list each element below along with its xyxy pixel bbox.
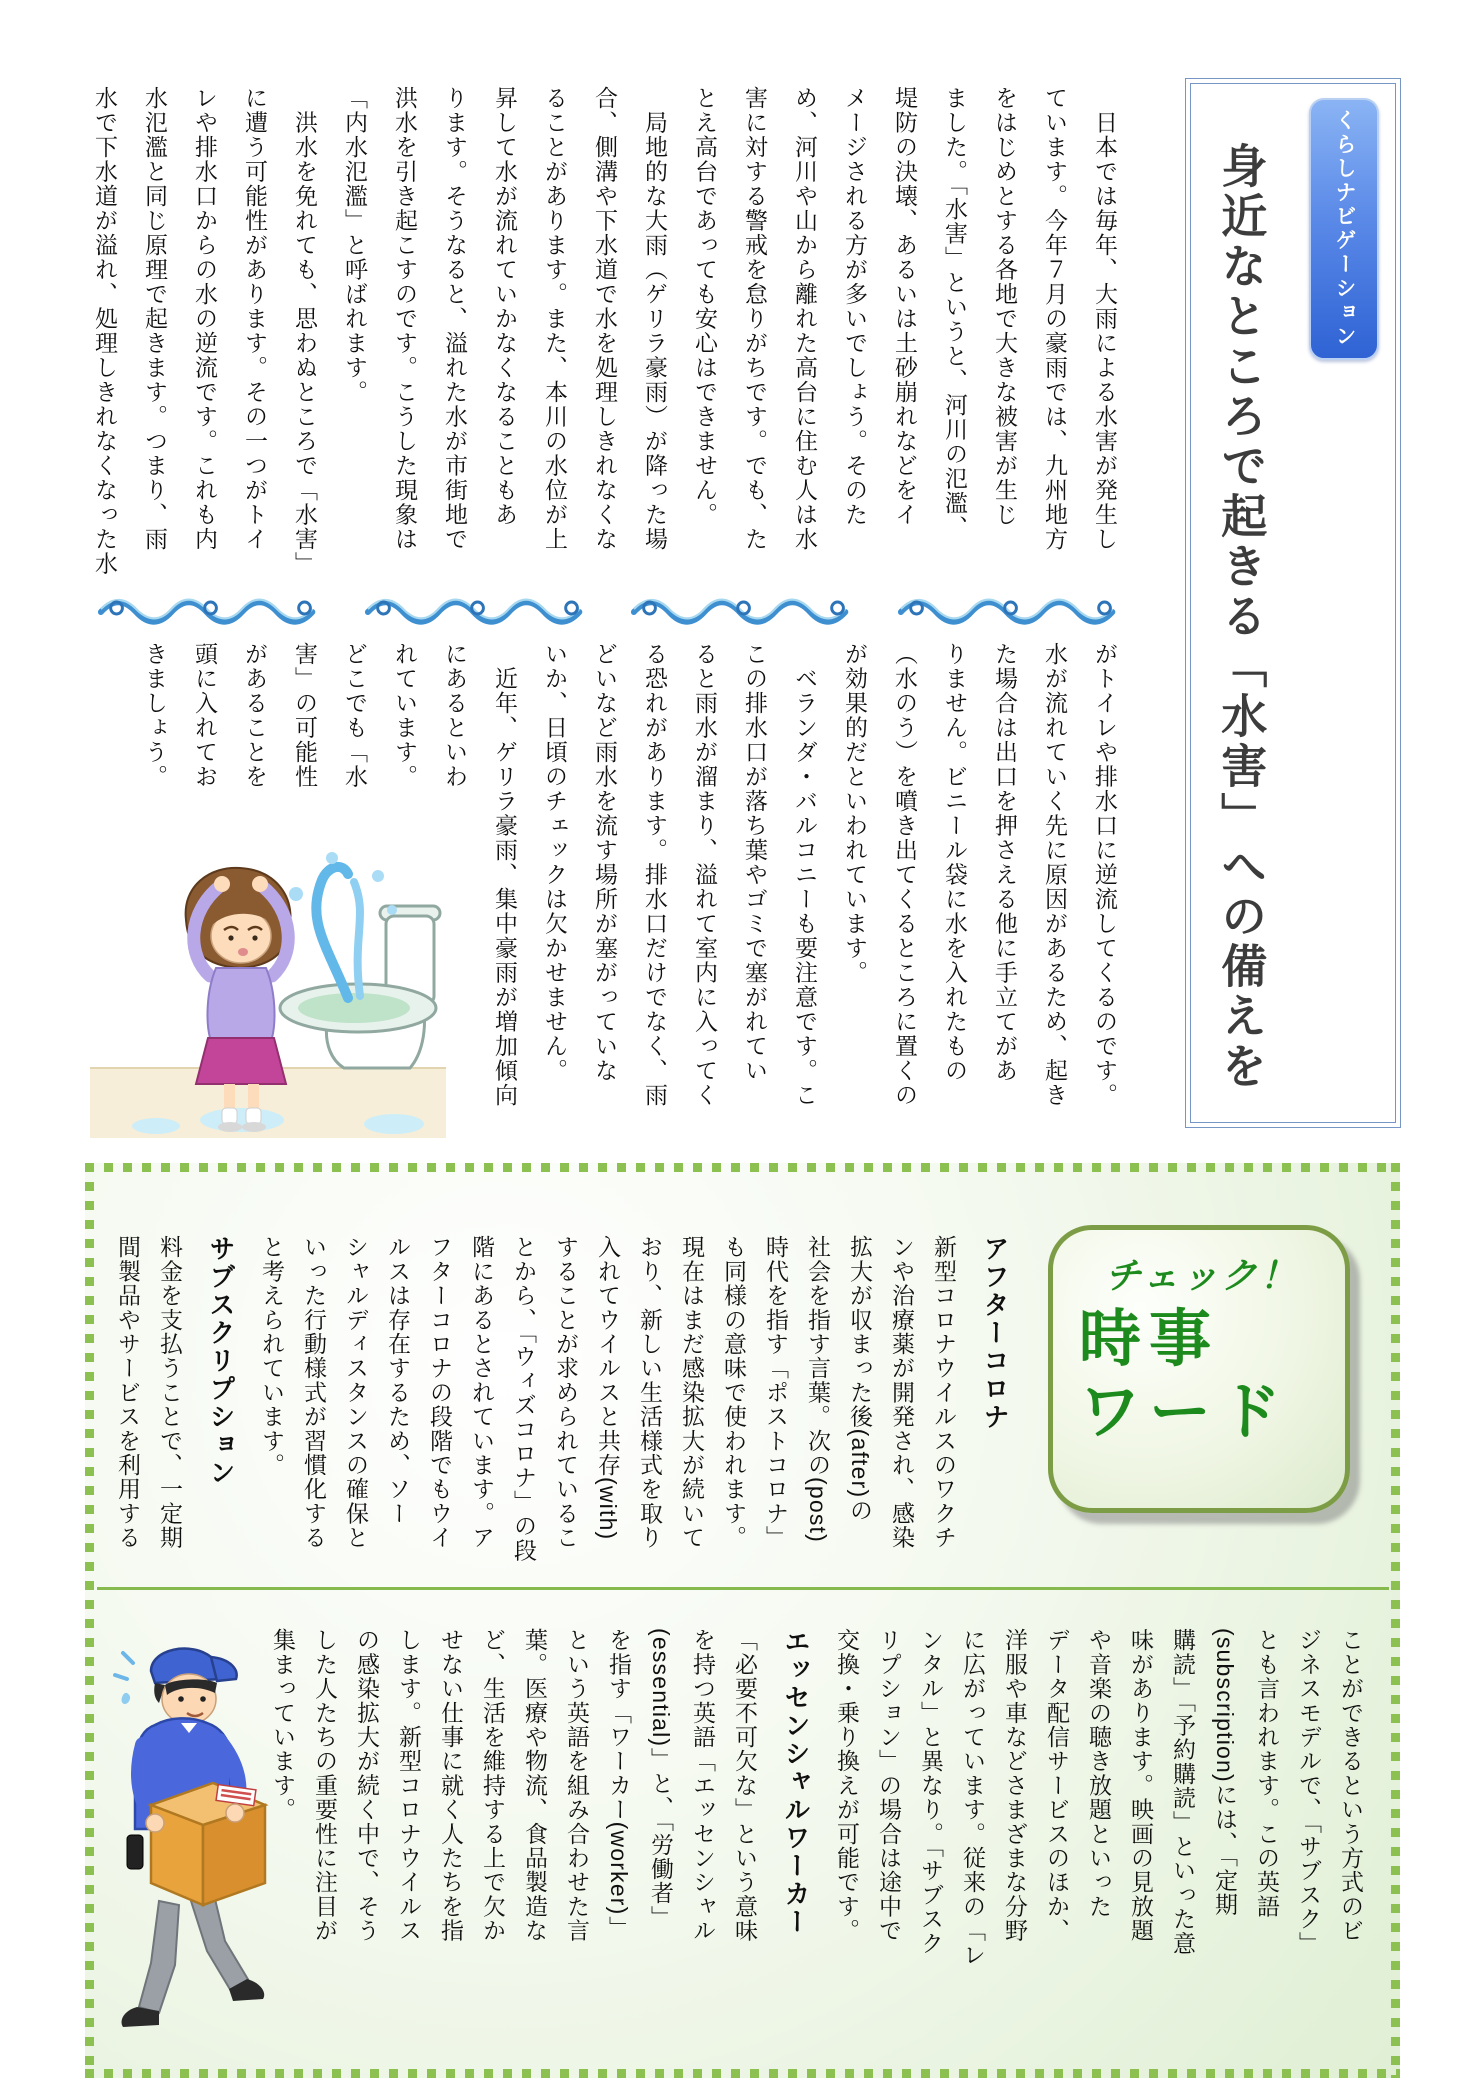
- text-column: 水氾濫と同じ原理で起きます。つまり、雨: [142, 86, 168, 552]
- text-column: 日本では毎年、大雨による水害が発生し: [1092, 86, 1118, 552]
- text-column: 交換・乗り換えが可能です。: [834, 1628, 860, 1943]
- wave-ribbon-icon: [362, 597, 597, 627]
- dotted-border-bottom: [85, 2069, 1400, 2078]
- text-column: メージされる方が多いでしょう。そのた: [842, 86, 868, 527]
- text-column: データ配信サービスのほか、: [1044, 1628, 1070, 1943]
- text-column: 購読」「予約購読」といった意: [1170, 1628, 1196, 1956]
- kicker-label: くらしナビゲーション: [1333, 109, 1356, 349]
- text-column: 局地的な大雨（ゲリラ豪雨）が降った場: [642, 86, 668, 552]
- article-heading: アフターコロナ: [980, 1235, 1010, 1431]
- text-column: どいなど雨水を流す場所が塞がっていな: [592, 642, 618, 1083]
- text-column: を指す「ワーカー(worker)」: [606, 1628, 632, 1940]
- text-column: ジネスモデルで、「サブスク」: [1296, 1628, 1322, 1956]
- text-column: 時代を指す「ポストコロナ」: [763, 1235, 789, 1550]
- text-column: に遭う可能性があります。その一つがトイ: [242, 86, 268, 552]
- article-heading: サブスクリプション: [206, 1235, 236, 1487]
- text-column: にあるといわ: [442, 642, 468, 789]
- text-column: 味があります。映画の見放題: [1128, 1628, 1154, 1943]
- text-column: 水で下水道が溢れ、処理しきれなくなった水: [92, 86, 118, 576]
- text-column: 洪水を免れても、思わぬところで「水害」: [292, 86, 318, 576]
- text-column: を持つ英語「エッセンシャル: [690, 1628, 716, 1943]
- text-column: れています。: [392, 642, 418, 789]
- text-column: 拡大が収まった後(after)の: [847, 1235, 873, 1523]
- text-column: とえ高台であっても安心はできません。: [692, 86, 718, 527]
- text-column: 間製品やサービスを利用する: [115, 1235, 141, 1550]
- wave-ribbon-icon: [895, 597, 1130, 627]
- text-column: (essential)」と、「労働者」: [648, 1628, 674, 1930]
- text-column: リプション」の場合は途中で: [876, 1628, 902, 1943]
- text-column: 社会を指す言葉。次の(post): [805, 1235, 831, 1543]
- text-column: や音楽の聴き放題といった: [1086, 1628, 1112, 1919]
- text-column: 害に対する警戒を怠りがちです。でも、た: [742, 86, 768, 552]
- text-column: することが求められているこ: [553, 1235, 579, 1550]
- text-column: した人たちの重要性に注目が: [312, 1628, 338, 1943]
- section-divider-line: [97, 1587, 1389, 1590]
- badge-word-line1: 時事: [1079, 1305, 1220, 1374]
- package-box: [146, 1783, 265, 1905]
- text-column: た場合は出口を押さえる他に手立てがあ: [992, 642, 1018, 1083]
- text-column: 害」の可能性: [292, 642, 318, 789]
- after-corona-article: [107, 1235, 1025, 1591]
- text-column: という英語を組み合わせた言: [564, 1628, 590, 1943]
- text-column: りません。ビニール袋に水を入れたもの: [942, 642, 968, 1083]
- text-column: おり、新しい生活様式を取り: [637, 1235, 663, 1550]
- text-column: があることを: [242, 642, 268, 789]
- badge-word-line2: ワード: [1079, 1378, 1290, 1448]
- text-column: どこでも「水: [342, 642, 368, 789]
- text-column: 近年、ゲリラ豪雨、集中豪雨が増加傾向: [492, 642, 518, 1108]
- text-column: きましょう。: [142, 642, 168, 789]
- text-column: 洋服や車などさまざまな分野: [1002, 1628, 1028, 1943]
- text-column: シャルディスタンスの確保と: [343, 1235, 369, 1550]
- text-column: とから、「ウィズコロナ」の段: [511, 1235, 537, 1563]
- title-box: [1185, 78, 1401, 1128]
- text-column: 合、側溝や下水道で水を処理しきれなくな: [592, 86, 618, 552]
- text-column: ると雨水が溜まり、溢れて室内に入ってく: [692, 642, 718, 1108]
- wave-ribbon-icon: [95, 597, 330, 627]
- text-column: ことができるという方式のビ: [1338, 1628, 1364, 1943]
- text-column: 水が流れていく先に原因があるため、起き: [1042, 642, 1068, 1108]
- text-column: せない仕事に就く人たちを指: [438, 1628, 464, 1943]
- flood-paragraph-block-1: [80, 86, 1130, 618]
- text-column: ります。そうなると、溢れた水が市街地で: [442, 86, 468, 552]
- text-column: 「必要不可欠な」という意味: [732, 1628, 758, 1943]
- text-column: 葉。医療や物流、食品製造な: [522, 1628, 548, 1943]
- article-heading: エッセンシャルワーカー: [781, 1628, 811, 1936]
- text-column: ています。今年７月の豪雨では、九州地方: [1042, 86, 1068, 552]
- text-column: 新型コロナウイルスのワクチ: [931, 1235, 957, 1550]
- text-column: が効果的だといわれています。: [842, 642, 868, 985]
- check-kicker-label: チェック！: [1105, 1255, 1299, 1296]
- page-title: 身近なところで起きる「水害」への備えを: [1215, 142, 1268, 1092]
- text-column: をはじめとする各地で大きな被害が生じ: [992, 86, 1018, 527]
- text-column: （水のう）を噴き出てくるところに置くの: [892, 642, 918, 1108]
- dotted-border-right: [1391, 1163, 1400, 2078]
- text-column: ました。「水害」というと、河川の氾濫、: [942, 86, 968, 540]
- text-column: ど、生活を維持する上で欠か: [480, 1628, 506, 1943]
- delivery-worker-illustration: [93, 1633, 275, 2058]
- text-column: も同様の意味で使われます。: [721, 1235, 747, 1550]
- text-column: ルスは存在するため、ソー: [385, 1235, 411, 1526]
- text-column: 料金を支払うことで、一定期: [157, 1235, 183, 1550]
- check-jiji-words-badge: [1048, 1225, 1350, 1513]
- kicker-badge: [1309, 98, 1379, 360]
- text-column: 現在はまだ感染拡大が続いて: [679, 1235, 705, 1550]
- text-column: ンタル」と異なり。「サブスク: [918, 1628, 944, 1956]
- text-column: (subscription)には、「定期: [1212, 1628, 1238, 1917]
- text-column: 昇して水が流れていかなくなることもあ: [492, 86, 518, 527]
- text-column: と考えられています。: [259, 1235, 285, 1477]
- text-column: に広がっています。従来の「レ: [960, 1628, 986, 1967]
- text-column: します。新型コロナウイルス: [396, 1628, 422, 1943]
- text-column: 「内水氾濫」と呼ばれます。: [342, 86, 368, 405]
- text-column: フターコロナの段階でもウイ: [427, 1235, 453, 1550]
- text-column: レや排水口からの水の逆流です。これも内: [192, 86, 218, 552]
- text-column: 入れてウイルスと共存(with): [595, 1235, 621, 1541]
- text-column: ることがあります。また、本川の水位が上: [542, 86, 568, 552]
- dotted-border-top: [85, 1163, 1400, 1172]
- text-column: いか、日頃のチェックは欠かせません。: [542, 642, 568, 1083]
- text-column: ベランダ・バルコニーも要注意です。こ: [792, 642, 818, 1108]
- text-column: いった行動様式が習慣化する: [301, 1235, 327, 1550]
- text-column: め、河川や山から離れた高台に住む人は水: [792, 86, 818, 552]
- text-column: がトイレや排水口に逆流してくるのです。: [1092, 642, 1118, 1108]
- text-column: 洪水を引き起こすのです。こうした現象は: [392, 86, 418, 552]
- text-column: ンや治療薬が開発され、感染: [889, 1235, 915, 1550]
- text-column: 堤防の決壊、あるいは土砂崩れなどをイ: [892, 86, 918, 527]
- jiji-words-panel: [85, 1163, 1400, 2078]
- wave-ribbon-icon: [628, 597, 863, 627]
- text-column: とも言われます。この英語: [1254, 1628, 1280, 1919]
- text-column: この排水口が落ち葉やゴミで塞がれてい: [742, 642, 768, 1083]
- text-column: る恐れがあります。排水口だけでなく、雨: [642, 642, 668, 1108]
- wave-divider: [95, 597, 1130, 627]
- water-spray: [283, 852, 397, 998]
- text-column: の感染拡大が続く中で、そう: [354, 1628, 380, 1943]
- title-box-inner-border: [1190, 83, 1396, 1123]
- text-column: 頭に入れてお: [192, 642, 218, 789]
- subscription-essential-article: [262, 1628, 1372, 2040]
- toilet-overflow-illustration: [90, 824, 446, 1138]
- text-column: 集まっています。: [270, 1628, 296, 1822]
- text-column: 階にあるとされています。ア: [469, 1235, 495, 1550]
